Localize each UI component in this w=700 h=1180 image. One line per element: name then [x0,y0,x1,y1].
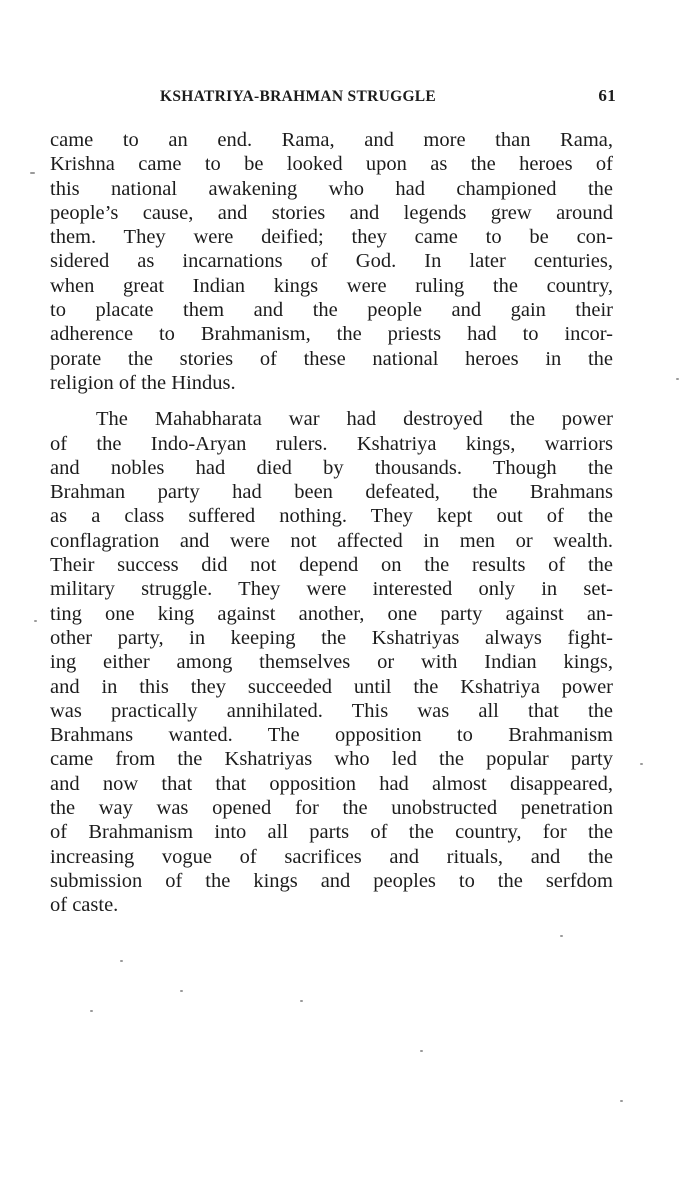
text-line: and nobles had died by thousands. Though the [50,456,613,479]
running-title: KSHATRIYA-BRAHMAN STRUGGLE [160,88,437,105]
text-line: of the Indo-Aryan rulers. Kshatriya kings, warriors [50,432,613,455]
text-line: Krishna came to be looked upon as the heroes of [50,153,613,176]
text-line: came to an end. Rama, and more than Rama, [50,129,613,151]
text-line: came from the Kshatriyas who led the popular party [50,748,613,771]
text-line: conflagration and were not affected in men or wealth. [50,529,613,552]
text-line: and in this they succeeded until the Kshatriya power [50,675,613,698]
scan-speck [420,1050,423,1052]
text-line: of caste. [50,894,119,917]
text-line: when great Indian kings were ruling the country, [50,274,613,297]
text-line: the way was opened for the unobstructed penetration [50,797,613,820]
body-text [50,128,613,918]
paragraph-2 [50,407,613,917]
text-line: this national awakening who had championed the [50,177,613,200]
scan-speck [90,1010,93,1012]
paragraph-gap [50,395,613,407]
scan-speck [30,172,35,174]
running-head [160,86,616,110]
text-line: and now that that opposition had almost disappeared, [50,772,613,795]
text-line: increasing vogue of sacrifices and rituals, and the [50,845,613,868]
text-line: Their success did not depend on the results of the [50,554,613,577]
text-line: military struggle. They were interested only in set- [50,578,613,601]
text-line: ing either among themselves or with Indian kings, [50,651,613,674]
text-line: of Brahmanism into all parts of the country, for the [50,821,613,844]
text-line: porate the stories of these national heroes in the [50,347,613,370]
page-number: 61 [598,86,616,105]
text-line: adherence to Brahmanism, the priests had to incor- [50,323,613,346]
scan-speck [180,990,183,992]
text-line: Brahmans wanted. The opposition to Brahmanism [50,724,613,747]
text-line: sidered as incarnations of God. In later centuries, [50,250,613,273]
text-line: other party, in keeping the Kshatriyas always fight- [50,626,613,649]
scan-speck [640,763,643,765]
text-line: The Mahabharata war had destroyed the power [96,408,613,431]
text-line: people’s cause, and stories and legends grew around [50,201,613,224]
text-line: ting one king against another, one party against an- [50,602,613,625]
scan-speck [676,378,679,380]
paragraph-1 [50,128,613,395]
text-line: to placate them and the people and gain their [50,299,613,322]
scan-speck [560,935,563,937]
text-line: was practically annihilated. This was all that the [50,699,613,722]
text-line: submission of the kings and peoples to the serfdom [50,869,613,892]
scan-speck [620,1100,623,1102]
text-line: as a class suffered nothing. They kept out of the [50,505,613,528]
scan-speck [34,620,37,622]
scan-speck [120,960,123,962]
text-line: Brahman party had been defeated, the Brahmans [50,481,613,504]
text-line: them. They were deified; they came to be con- [50,226,613,249]
scan-speck [300,1000,303,1002]
text-line: religion of the Hindus. [50,371,236,394]
